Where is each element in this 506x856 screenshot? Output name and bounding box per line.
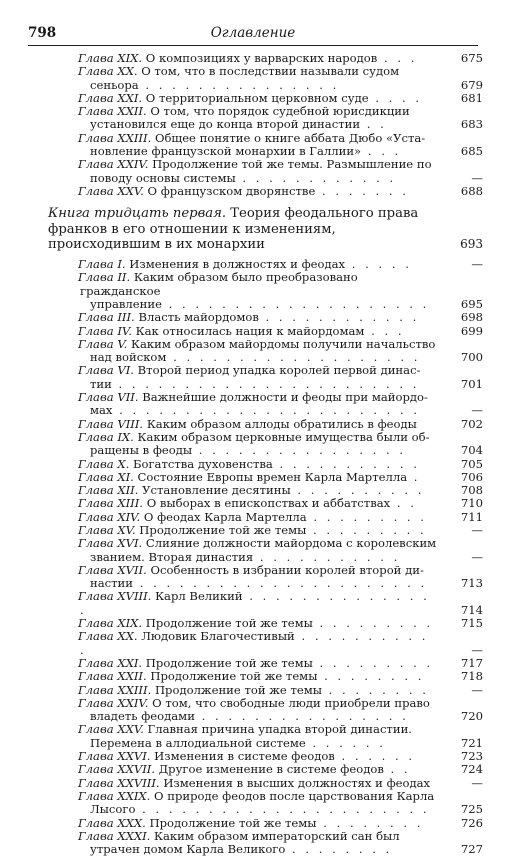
chapter-title-continuation [80, 378, 441, 391]
dot-leader: . . . . . . [334, 749, 416, 764]
page-number: — [471, 522, 483, 537]
dot-leader: . . . [377, 51, 418, 65]
book-subtitle: Теория феодального права франков в его отношении к изменениям, происходившим в их монархии [48, 206, 419, 253]
book-heading [28, 206, 483, 253]
page-number: — [471, 170, 483, 185]
page-number: — [471, 682, 483, 697]
chapter-number: Глава XXV. [78, 722, 144, 737]
continuation-text: поводу основы системы [90, 170, 236, 185]
toc-entry [28, 471, 483, 484]
page-number: 688 [460, 183, 483, 198]
continuation-text: установился еще до конца второй династии [90, 117, 361, 132]
page-number: 725 [460, 802, 483, 817]
chapter-title: О феодах Карла Мартелла [143, 509, 307, 524]
page-number: — [471, 257, 483, 272]
continuation-text: управление [90, 296, 162, 311]
chapter-number: Глава I. [78, 257, 126, 272]
continuation-text: ращены в феоды [90, 443, 193, 458]
dot-leader: . . [383, 762, 411, 777]
page-number: 699 [460, 323, 483, 338]
chapter-number: Глава XXII. [78, 104, 147, 119]
toc-entry [28, 697, 483, 724]
book-page-number: 693 [460, 237, 483, 252]
chapter-number: Глава XXV. [78, 183, 144, 198]
chapter-title: Продолжение той же темы [145, 655, 313, 670]
page-number: — [471, 549, 483, 564]
continuation-text: настии [90, 576, 134, 591]
chapter-title: Продолжение той же темы [154, 682, 322, 697]
toc-entry [28, 777, 483, 790]
dot-leader: . . . . . . . [315, 183, 409, 198]
chapter-number: Глава XI. [78, 469, 134, 484]
dot-leader: . . . . . . . . . . . . . . . . [194, 709, 409, 724]
toc-entry [28, 511, 483, 524]
chapter-title-continuation [80, 737, 441, 750]
continuation-text: владеть феодами [90, 709, 195, 724]
toc-entry [28, 484, 483, 497]
chapter-title: Установление десятины [142, 483, 291, 498]
toc-entry [28, 497, 483, 510]
page-number: 681 [460, 90, 483, 105]
toc-entry [28, 657, 483, 670]
dot-leader: . . . . . . . . [322, 682, 429, 697]
page-number: 727 [460, 842, 483, 856]
chapter-title: О том, что порядок судебной юрисдикции [150, 104, 410, 119]
chapter-title: О территориальном церковном суде [145, 90, 369, 105]
chapter-number: Глава VII. [78, 390, 139, 405]
chapter-title: Людовик Благочестивый [141, 629, 295, 644]
running-title: Оглавление [210, 25, 296, 41]
chapter-number: Глава XXVI. [78, 749, 151, 764]
page-number: 720 [460, 709, 483, 724]
dot-leader: . [407, 469, 421, 484]
chapter-number: Глава XX. [78, 64, 138, 79]
dot-leader: . . . . . . . . . . . . . . . . . . . . . . . [111, 376, 420, 391]
dot-leader: . . . . . [345, 257, 412, 272]
chapter-title-continuation [80, 79, 441, 92]
chapter-title: Особенность в избрании королей второй ди- [150, 562, 424, 577]
page-number: 714 [460, 602, 483, 617]
chapter-number: Глава XXIII. [78, 130, 152, 145]
chapter-title: Продолжение той же темы. Размышление по [152, 157, 432, 172]
dot-leader: . . . . . . . . . [312, 616, 434, 631]
toc-entry [28, 684, 483, 697]
page-number: 726 [460, 815, 483, 830]
chapter-title: Каким образом церковные имущества были об- [137, 429, 430, 444]
chapter-number: Глава XII. [78, 483, 139, 498]
toc-entry [28, 763, 483, 776]
dot-leader: . . . [364, 323, 405, 338]
chapter-title: Важнейшие должности и феоды при майордо- [142, 390, 428, 405]
table-of-contents [28, 52, 483, 856]
chapter-number: Глава XVII. [78, 562, 147, 577]
page-number: — [471, 775, 483, 790]
dot-leader: . . [360, 117, 387, 132]
continuation-text: утрачен домом Карла Великого [90, 842, 286, 856]
page-number: — [471, 642, 483, 657]
page-number: 704 [460, 443, 483, 458]
chapter-number: Глава XV. [78, 522, 136, 537]
page-number: 721 [460, 735, 483, 750]
continuation-text: Лысого [90, 802, 136, 817]
chapter-title: Состояние Европы времен Карла Мартелла [137, 469, 408, 484]
chapter-number: Глава XVI. [78, 536, 143, 551]
chapter-number: Глава XXVII. [78, 762, 156, 777]
dot-leader: . . . . . . . . . . . . [258, 310, 420, 325]
toc-entry [28, 92, 483, 105]
chapter-number: Глава XIX. [78, 616, 143, 631]
page-number: 710 [460, 496, 483, 511]
toc-entry [28, 391, 483, 418]
chapter-number: Глава XXII. [78, 669, 147, 684]
page-number: 708 [460, 483, 483, 498]
page-header [28, 23, 478, 46]
chapter-title-continuation [80, 404, 441, 417]
page-number: 717 [460, 655, 483, 670]
page-number: 705 [460, 456, 483, 471]
chapter-number: Глава XIX. [78, 51, 143, 65]
chapter-title-continuation [80, 118, 441, 131]
toc-entry [28, 524, 483, 537]
book-title: Книга тридцать первая. [48, 206, 227, 222]
chapter-title-continuation [80, 577, 441, 590]
chapter-number: Глава II. [78, 270, 131, 285]
page-number: 675 [460, 51, 483, 65]
chapter-title: Общее понятие о книге аббата Дюбо «Уста- [154, 130, 426, 145]
chapter-title: О природе феодов после царствования Карла [154, 788, 435, 803]
chapter-title: Как относилась нация к майордомам [135, 323, 365, 338]
toc-entry [28, 431, 483, 458]
chapter-title: Второй период упадка королей первой динас- [137, 363, 421, 378]
chapter-title: Продолжение той же темы [145, 616, 313, 631]
page-number: 715 [460, 616, 483, 631]
toc-entry [28, 630, 483, 657]
chapter-number: Глава XXIV. [78, 157, 149, 172]
chapter-title-continuation [80, 803, 441, 816]
chapter-number: Глава V. [78, 336, 128, 351]
chapter-number: Глава XXIV. [78, 695, 149, 710]
toc-entry [28, 617, 483, 630]
chapter-title-continuation [80, 843, 441, 856]
dot-leader: . . . . . . . . [316, 815, 424, 830]
page-number: 706 [460, 469, 483, 484]
toc-entry [28, 311, 483, 324]
chapter-number: Глава VI. [78, 363, 134, 378]
chapter-number: Глава XIV. [78, 509, 141, 524]
continuation-text: над войском [90, 350, 167, 365]
chapter-number: Глава XVIII. [78, 589, 152, 604]
page-number: 679 [460, 77, 483, 92]
dot-leader: . . . . [368, 90, 423, 105]
chapter-title: Каким образом аллоды обратились в феоды [146, 416, 417, 431]
page-number: 718 [460, 669, 483, 684]
chapter-title: Изменения в должностях и феодах [129, 257, 346, 272]
dot-leader: . . . . . . . . . [306, 509, 427, 524]
dot-leader: . . . . . . . . [317, 669, 425, 684]
dot-leader: . . . . . . . . . . . [253, 549, 401, 564]
toc-entry [28, 790, 483, 817]
dot-leader: . . [390, 496, 417, 511]
page-number: 702 [460, 416, 483, 431]
dot-leader: . . . . . . . . . [312, 655, 434, 670]
chapter-number: Глава XXX. [78, 815, 146, 830]
chapter-title-continuation [80, 551, 441, 564]
chapter-number: Глава XXIII. [78, 682, 152, 697]
toc-entry [28, 723, 483, 750]
toc-entry [28, 325, 483, 338]
page-number: 698 [460, 310, 483, 325]
toc-entry [28, 258, 483, 271]
chapter-title: Каким образом императорский сан был [154, 828, 400, 843]
chapter-title-continuation [80, 710, 441, 723]
chapter-number: Глава IV. [78, 323, 132, 338]
chapter-title: Продолжение той же темы [149, 815, 317, 830]
toc-entry [28, 158, 483, 185]
toc-entry [28, 364, 483, 391]
toc-entry [28, 590, 483, 617]
chapter-title: Богатства духовенства [132, 456, 273, 471]
continuation-text: новление французской монархии в Галлии» [90, 144, 362, 159]
toc-entry [28, 750, 483, 763]
chapter-number: Глава IX. [78, 429, 134, 444]
chapter-number: Глава X. [78, 456, 130, 471]
page-number: 695 [460, 296, 483, 311]
toc-entry [28, 132, 483, 159]
page-number: 701 [460, 376, 483, 391]
chapter-title-continuation [80, 298, 441, 311]
continuation-text: Перемена в аллодиальной системе [90, 735, 306, 750]
toc-entry [28, 185, 483, 198]
chapter-number: Глава XXI. [78, 90, 143, 105]
toc-entry [28, 458, 483, 471]
chapter-title: Изменения в высших должностях и феодах [163, 775, 431, 790]
chapter-list-book-30 [28, 52, 483, 198]
continuation-text: сеньора [90, 77, 139, 92]
dot-leader: . . . . . . . . . . . . . . . . . . . . . . [135, 802, 430, 817]
toc-entry [28, 670, 483, 683]
dot-leader: . . . . . . . . . . . . . . . . . . . . . . . [112, 403, 420, 418]
toc-entry [28, 65, 483, 92]
dot-leader: . . . . . . . . [285, 842, 393, 856]
toc-entry [28, 418, 483, 431]
chapter-title: Продолжение той же темы [139, 522, 307, 537]
dot-leader: . . . . . . . . . . . [272, 456, 420, 471]
continuation-text: тии [90, 376, 112, 391]
chapter-number: Глава III. [78, 310, 135, 325]
continuation-text: званием. Вторая династия [90, 549, 254, 564]
toc-entry [28, 338, 483, 365]
dot-leader: . . . . . . . . . . . . . . . . . . . [166, 350, 421, 365]
dot-leader: . . . . . . . . . [306, 522, 427, 537]
chapter-title: Главная причина упадка второй династии. [147, 722, 412, 737]
toc-entry [28, 271, 483, 311]
chapter-title: Другое изменение в системе феодов [158, 762, 384, 777]
toc-entry [28, 564, 483, 591]
page-number: 724 [460, 762, 483, 777]
chapter-title: Слияние должности майордома с королевским [145, 536, 437, 551]
chapter-title-continuation [80, 444, 441, 457]
dot-leader: . . . . . . . . . . . . . . . . . . . . . . [133, 576, 428, 591]
toc-entry [28, 817, 483, 830]
chapter-title-continuation [80, 145, 441, 158]
chapter-title: Каким образом майордомы получили начальство [131, 336, 436, 351]
chapter-list-book-31 [28, 258, 483, 856]
chapter-number: Глава XXIX. [78, 788, 151, 803]
page-number: 685 [460, 144, 483, 159]
chapter-number: Глава XIII. [78, 496, 143, 511]
page-number: 683 [460, 117, 483, 132]
toc-entry [28, 105, 483, 132]
chapter-number: Глава XXI. [78, 655, 143, 670]
chapter-title: О композициях у варварских народов [145, 51, 378, 65]
toc-entry [28, 537, 483, 564]
page-number: 798 [28, 25, 57, 41]
continuation-text: мах [90, 403, 113, 418]
page-number: 711 [460, 509, 483, 524]
chapter-title-continuation [80, 351, 441, 364]
toc-entry [28, 830, 483, 856]
dot-leader: . . . . . . . . . . . . [235, 170, 397, 185]
chapter-title: Каким образом было преобразовано гражданское [80, 270, 358, 298]
chapter-title: Изменения в системе феодов [154, 749, 335, 764]
dot-leader: . . . . . . . . . . . . . . . . [192, 443, 407, 458]
dot-leader: . . . . . . . . . . . . . . . . . . . . [161, 296, 430, 311]
dot-leader: . . . [361, 144, 402, 159]
chapter-title: О том, что в последствии называли судом [141, 64, 400, 79]
chapter-title: Власть майордомов [138, 310, 259, 325]
dot-leader: . . . . . . . . . . . . . . . [80, 589, 430, 617]
chapter-number: Глава XX. [78, 629, 138, 644]
chapter-title: О том, что свободные люди приобрели право [152, 695, 430, 710]
page-number: 700 [460, 350, 483, 365]
dot-leader: . . . . . . [305, 735, 386, 750]
chapter-title: О выборах в епископствах и аббатствах [146, 496, 391, 511]
page-number: 713 [460, 576, 483, 591]
page-number: 723 [460, 749, 483, 764]
chapter-title-continuation [80, 172, 441, 185]
dot-leader: . . . . . . . . . . . . . . . [138, 77, 340, 92]
toc-entry [28, 52, 483, 65]
chapter-number: Глава XXVIII. [78, 775, 160, 790]
dot-leader: . . . . . . . . . . [290, 483, 425, 498]
chapter-number: Глава VIII. [78, 416, 144, 431]
chapter-title: О французском дворянстве [147, 183, 316, 198]
chapter-title: Продолжение той же темы [150, 669, 318, 684]
chapter-title: Карл Великий [155, 589, 243, 604]
chapter-number: Глава XXXI. [78, 828, 151, 843]
page-number: — [471, 403, 483, 418]
dot-leader: . . . . . . . . . . . [80, 629, 429, 657]
